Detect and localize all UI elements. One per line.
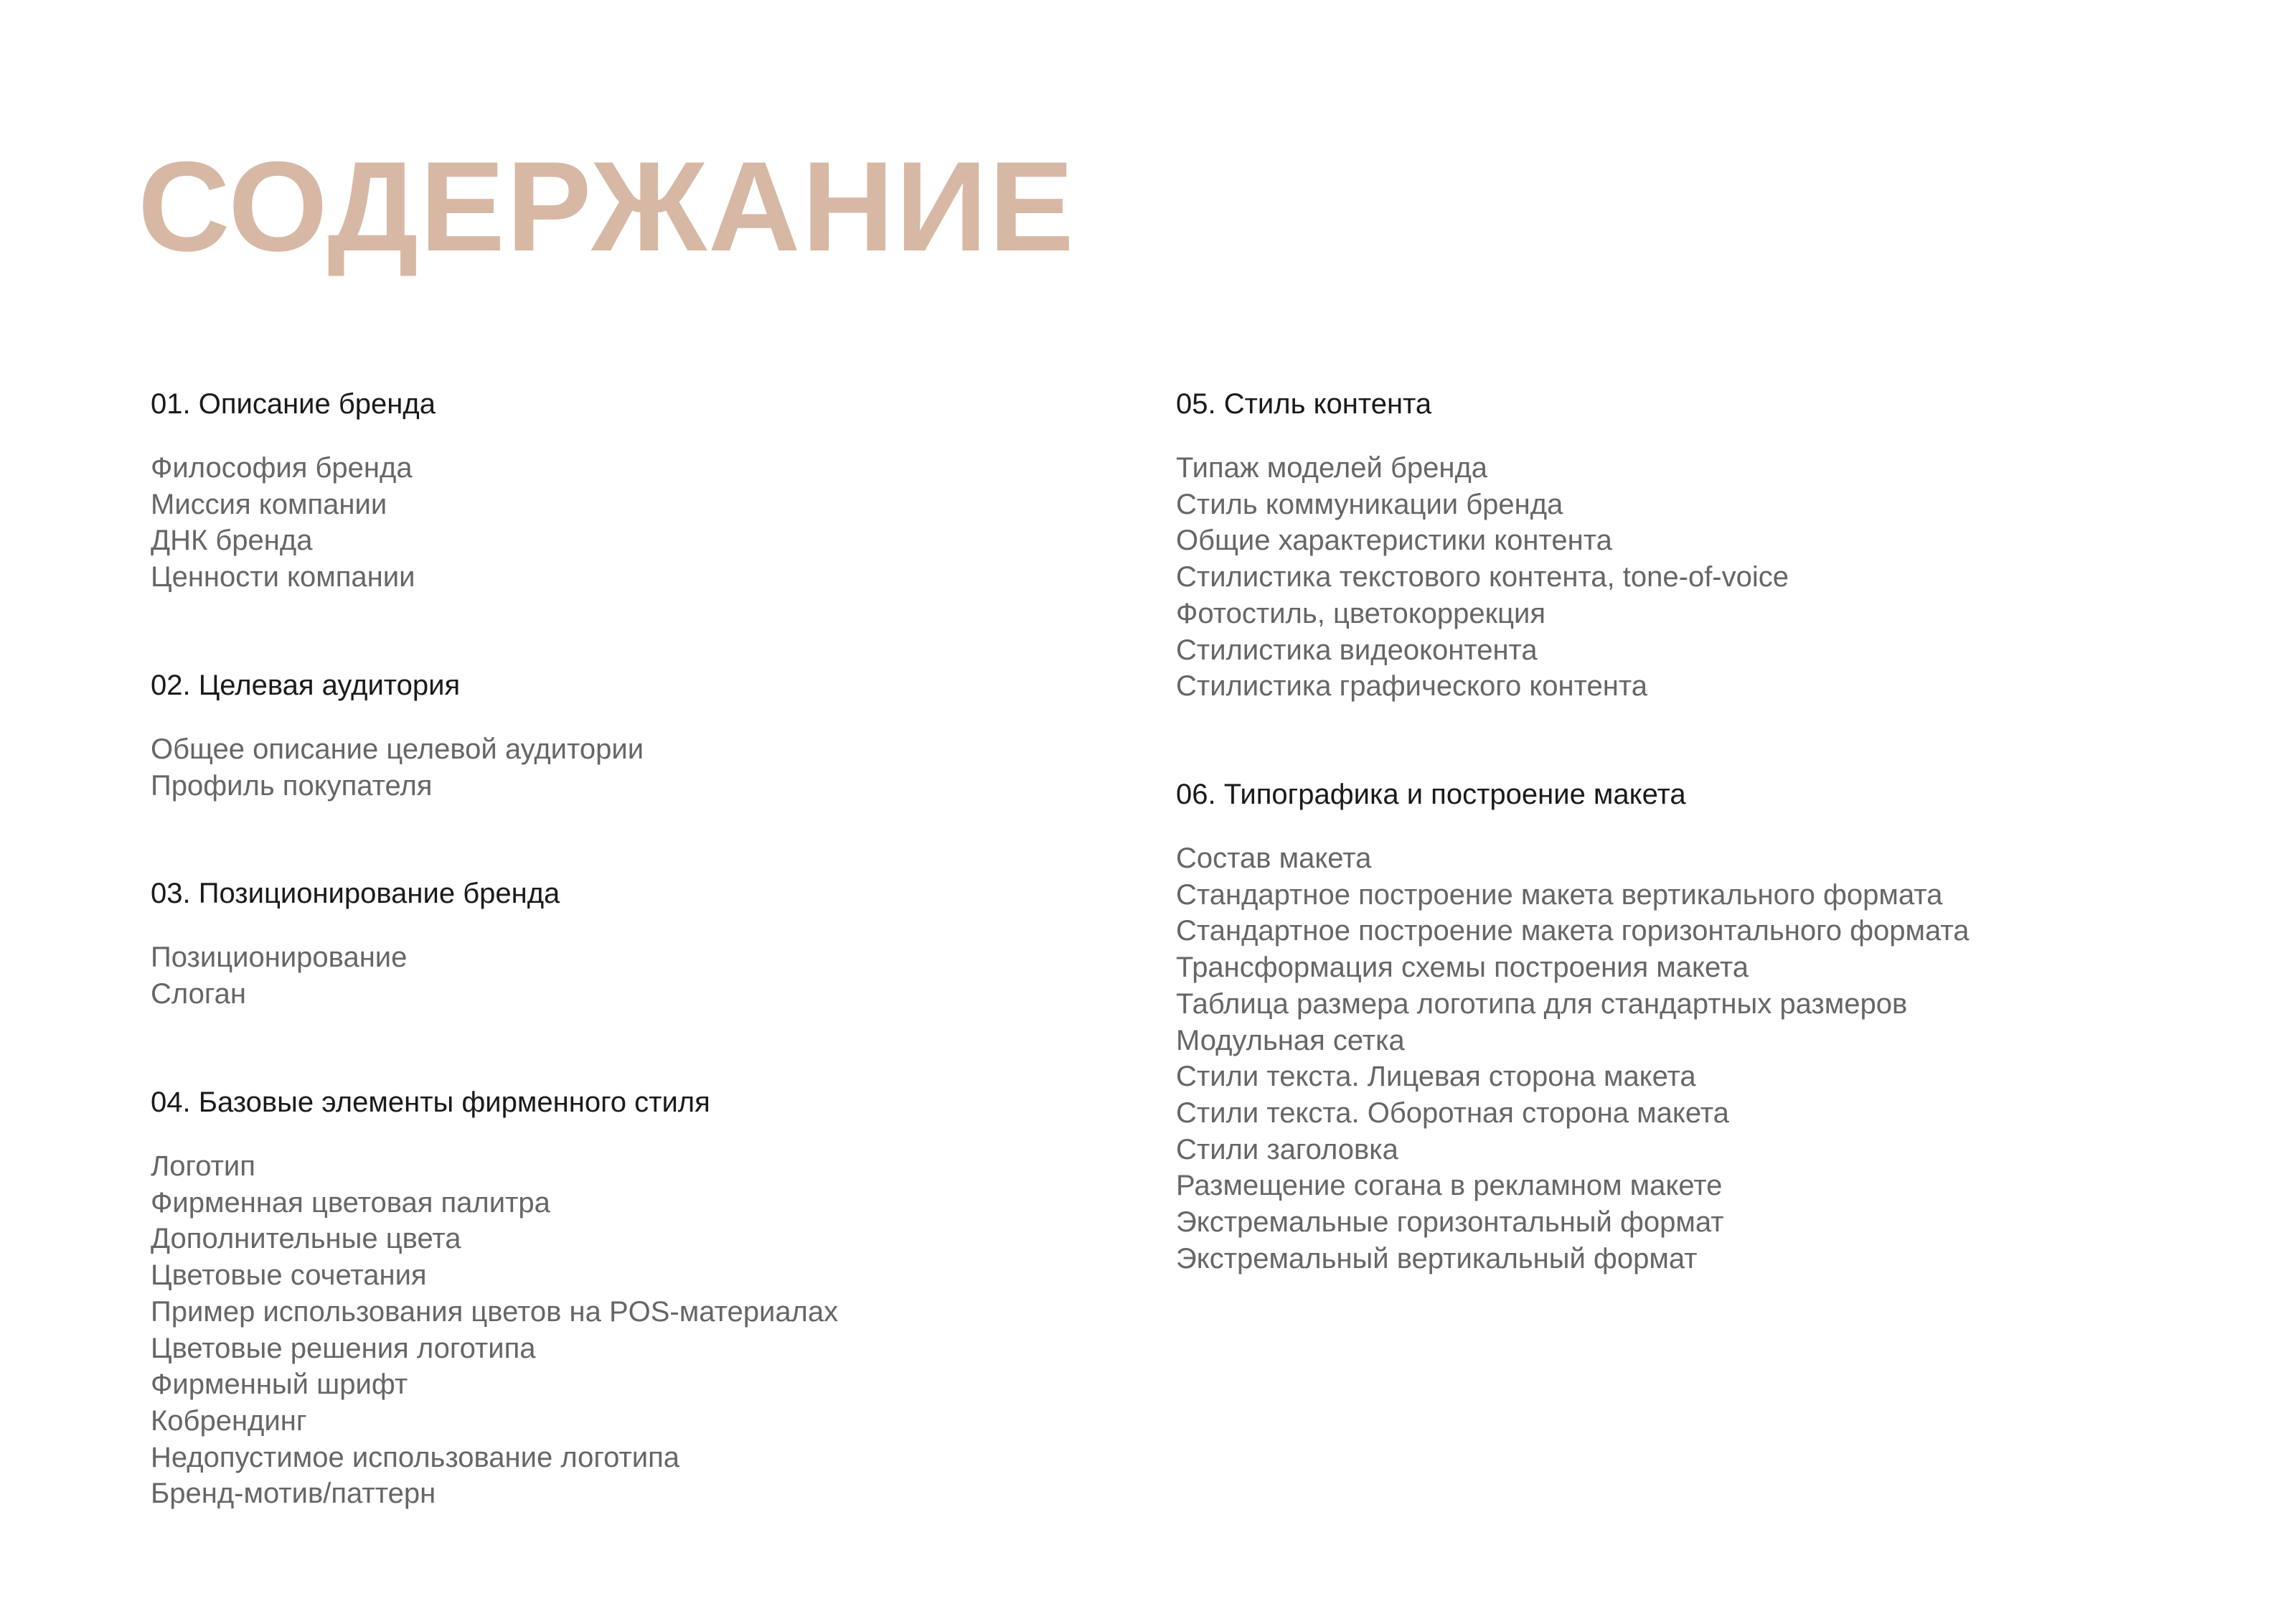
toc-item[interactable]: Экстремальные горизонтальный формат (1176, 1206, 1724, 1239)
toc-item[interactable]: Бренд-мотив/паттерн (151, 1478, 436, 1510)
toc-item[interactable]: Типаж моделей бренда (1176, 452, 1488, 484)
toc-item[interactable]: Пример использования цветов на POS-материалах (151, 1295, 839, 1328)
toc-item[interactable]: Общие характеристики контента (1176, 525, 1612, 557)
toc-item[interactable]: Трансформация схемы построения макета (1176, 952, 1749, 984)
section-heading[interactable]: 06. Типографика и построение макета (1176, 779, 1686, 810)
toc-item[interactable]: Модульная сетка (1176, 1024, 1405, 1056)
toc-item[interactable]: Цветовые сочетания (151, 1259, 427, 1292)
toc-item[interactable]: Стили заголовка (1176, 1133, 1398, 1165)
section-items (151, 450, 1155, 596)
toc-item[interactable]: Стиль коммуникации бренда (1176, 488, 1563, 520)
page-title: СОДЕРЖАНИЕ (138, 135, 1076, 278)
toc-item[interactable]: Недопустимое использование логотипа (151, 1441, 680, 1473)
toc-item[interactable]: Логотип (151, 1150, 255, 1182)
toc-item[interactable]: Стили текста. Лицевая сторона макета (1176, 1061, 1696, 1093)
section-heading[interactable]: 04. Базовые элементы фирменного стиля (151, 1086, 710, 1118)
section-heading[interactable]: 01. Описание бренда (151, 388, 436, 420)
toc-item[interactable]: Фотостиль, цветокоррекция (1176, 597, 1546, 629)
toc-item[interactable]: Фирменный шрифт (151, 1369, 408, 1401)
toc-item[interactable]: Дополнительные цвета (151, 1223, 461, 1255)
toc-item[interactable]: Стилистика видеоконтента (1176, 634, 1538, 666)
toc-section-02 (151, 667, 1155, 804)
toc-item[interactable]: Состав макета (1176, 842, 1372, 874)
toc-item[interactable]: Стили текста. Оборотная сторона макета (1176, 1097, 1729, 1129)
toc-item[interactable]: Общее описание целевой аудитории (151, 733, 644, 765)
toc-item[interactable]: Стандартное построение макета горизонтального формата (1176, 915, 1970, 947)
toc-item[interactable]: Стилистика текстового контента, tone-of-voice (1176, 561, 1789, 593)
section-heading[interactable]: 02. Целевая аудитория (151, 670, 461, 701)
toc-section-03 (151, 876, 1155, 1012)
toc-item[interactable]: Фирменная цветовая палитра (151, 1186, 550, 1219)
section-items (151, 939, 1155, 1012)
toc-section-06 (1176, 776, 2180, 1277)
toc-section-04 (151, 1084, 1155, 1512)
toc-item[interactable]: Позиционирование (151, 942, 408, 973)
toc-item[interactable]: Экстремальный вертикальный формат (1176, 1242, 1698, 1275)
section-heading[interactable]: 03. Позиционирование бренда (151, 878, 560, 909)
section-heading[interactable]: 05. Стиль контента (1176, 388, 1432, 420)
toc-section-05 (1176, 386, 2180, 705)
toc-item[interactable]: Слоган (151, 977, 246, 1010)
section-items (1176, 840, 2180, 1277)
toc-item[interactable]: Размещение согана в рекламном макете (1176, 1170, 1723, 1202)
toc-item[interactable]: Таблица размера логотипа для стандартных размеров (1176, 987, 1908, 1020)
toc-item[interactable]: Цветовые решения логотипа (151, 1332, 536, 1364)
section-items (151, 731, 1155, 804)
toc-item[interactable]: Философия бренда (151, 452, 413, 484)
toc-item[interactable]: Стилистика графического контента (1176, 670, 1647, 703)
section-items (151, 1148, 1155, 1512)
toc-item[interactable]: Профиль покупателя (151, 769, 433, 802)
toc-item[interactable]: Кобрендинг (151, 1404, 307, 1437)
toc-item[interactable]: ДНК бренда (151, 525, 313, 557)
section-items (1176, 450, 2180, 705)
toc-item[interactable]: Стандартное построение макета вертикального формата (1176, 878, 1943, 911)
toc-section-01 (151, 386, 1155, 596)
toc-item[interactable]: Ценности компании (151, 561, 415, 593)
toc-item[interactable]: Миссия компании (151, 488, 387, 520)
